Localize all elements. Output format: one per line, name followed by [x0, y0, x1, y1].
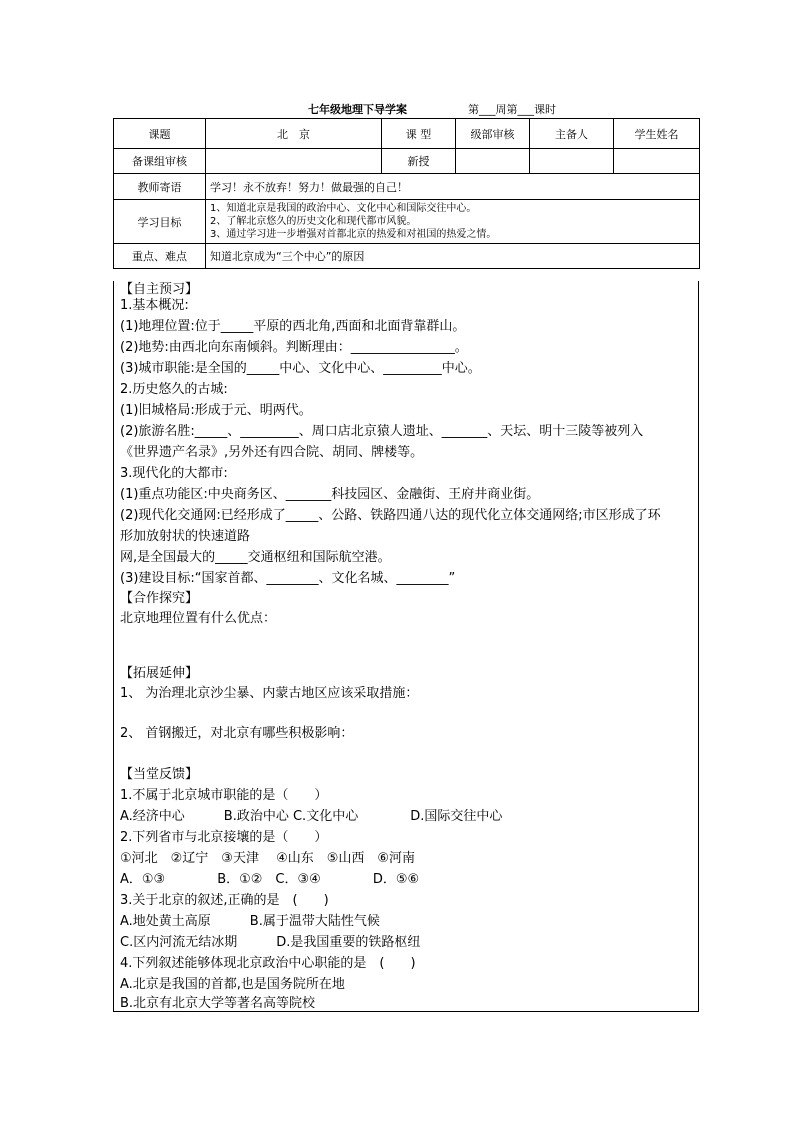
label-grade-review: 级部审核	[456, 119, 530, 149]
question-line: 2.下列省市与北京接壤的是（ ）	[120, 830, 328, 845]
body-line: 3.现代化的大都市:	[120, 466, 228, 481]
section-cooperative-inquiry: 【合作探究】	[120, 591, 199, 606]
body-line: (2)旅游名胜:_____、_________、周口店北京猿人遗址、_______、天坛、明十三陵等被列入	[120, 424, 644, 439]
goal-item: 2、了解北京悠久的历史文化和现代都市风貌。	[210, 216, 417, 227]
label-student-name: 学生姓名	[614, 119, 700, 149]
option-line: C.区内河流无结冰期 D.是我国重要的铁路枢纽	[120, 935, 421, 950]
section-extension: 【拓展延伸】	[120, 666, 199, 681]
label-lesson-type: 课 型	[382, 119, 456, 149]
body-line: 2、 首钢搬迁，对北京有哪些积极影响：	[120, 726, 354, 741]
goal-item: 1、知道北京是我国的政治中心、文化中心和国际交往中心。	[210, 203, 477, 214]
option-line: B.北京有北京大学等著名高等院校	[120, 996, 316, 1011]
body-line: (1)重点功能区:中央商务区、_______科技园区、金融街、王府井商业街。	[120, 487, 540, 502]
label-preparer: 主备人	[530, 119, 614, 149]
label-group-review: 备课组审核	[114, 149, 206, 174]
section-in-class-feedback: 【当堂反馈】	[120, 767, 199, 782]
label-learning-goals: 学习目标	[114, 200, 206, 244]
value-learning-goals	[206, 200, 700, 244]
header-row-message	[114, 174, 700, 200]
value-topic: 北 京	[206, 119, 382, 149]
body-line: 1.基本概况:	[120, 298, 189, 313]
body-line: (1)旧城格局:形成于元、明两代。	[120, 403, 312, 418]
header-row-key-points	[114, 244, 700, 269]
label-key-points: 重点、难点	[114, 244, 206, 269]
worksheet-body	[113, 281, 699, 1012]
value-grade-review[interactable]	[456, 149, 530, 174]
body-line: (3)城市职能:是全国的_____中心、文化中心、_________中心。	[120, 361, 481, 376]
document-title: 七年级地理下导学案	[308, 103, 407, 116]
value-preparer[interactable]	[530, 149, 614, 174]
label-topic: 课题	[114, 119, 206, 149]
week-lesson-line: 第___周第___课时	[468, 103, 556, 116]
body-line: (1)地理位置:位于_____平原的西北角,西面和北面背靠群山。	[120, 319, 466, 334]
value-teacher-message: 学习！永不放弃！努力！做最强的自己！	[206, 174, 700, 200]
question-line: 1.不属于北京城市职能的是（ ）	[120, 788, 328, 803]
question-line: 3.关于北京的叙述,正确的是 ( )	[120, 893, 329, 908]
value-key-points: 知道北京成为“三个中心”的原因	[206, 244, 700, 269]
body-line: (3)建设目标:“国家首都、________、文化名城、________”	[120, 571, 456, 586]
title-row	[300, 101, 600, 117]
label-teacher-message: 教师寄语	[114, 174, 206, 200]
option-line: A．①③ B．①② C．③④ D．⑤⑥	[120, 872, 420, 887]
body-line: (2)地势:由西北向东南倾斜。判断理由：________________。	[120, 340, 468, 355]
body-line: 形加放射状的快速道路	[120, 529, 251, 544]
body-line: (2)现代化交通网:已经形成了_____、公路、铁路四通八达的现代化立体交通网络;市区形成了环	[120, 508, 661, 523]
section-self-preview: 【自主预习】	[120, 282, 199, 297]
option-line: ①河北 ②辽宁 ③天津 ④山东 ⑤山西 ⑥河南	[120, 851, 416, 866]
body-line: 2.历史悠久的古城:	[120, 382, 228, 397]
header-table	[113, 118, 700, 269]
value-lesson-type: 新授	[382, 149, 456, 174]
body-line: 网,是全国最大的_____交通枢纽和国际航空港。	[120, 550, 391, 565]
header-row-goals	[114, 200, 700, 244]
option-line: A.地处黄土高原 B.属于温带大陆性气候	[120, 914, 380, 929]
option-line: A.经济中心 B.政治中心 C.文化中心 D.国际交往中心	[120, 809, 503, 824]
body-line: 《世界遗产名录》,另外还有四合院、胡同、牌楼等。	[120, 445, 424, 460]
value-group-review[interactable]	[206, 149, 382, 174]
value-student-name[interactable]	[614, 149, 700, 174]
body-line: 1、 为治理北京沙尘暴、内蒙古地区应该采取措施：	[120, 686, 419, 701]
goal-item: 3、通过学习进一步增强对首都北京的热爱和对祖国的热爱之情。	[210, 229, 497, 240]
body-line: 北京地理位置有什么优点：	[120, 611, 277, 626]
header-row-topic	[114, 119, 700, 149]
option-line: A.北京是我国的首都,也是国务院所在地	[120, 977, 345, 992]
question-line: 4.下列叙述能够体现北京政治中心职能的是 ( )	[120, 956, 416, 971]
header-row-review	[114, 149, 700, 174]
